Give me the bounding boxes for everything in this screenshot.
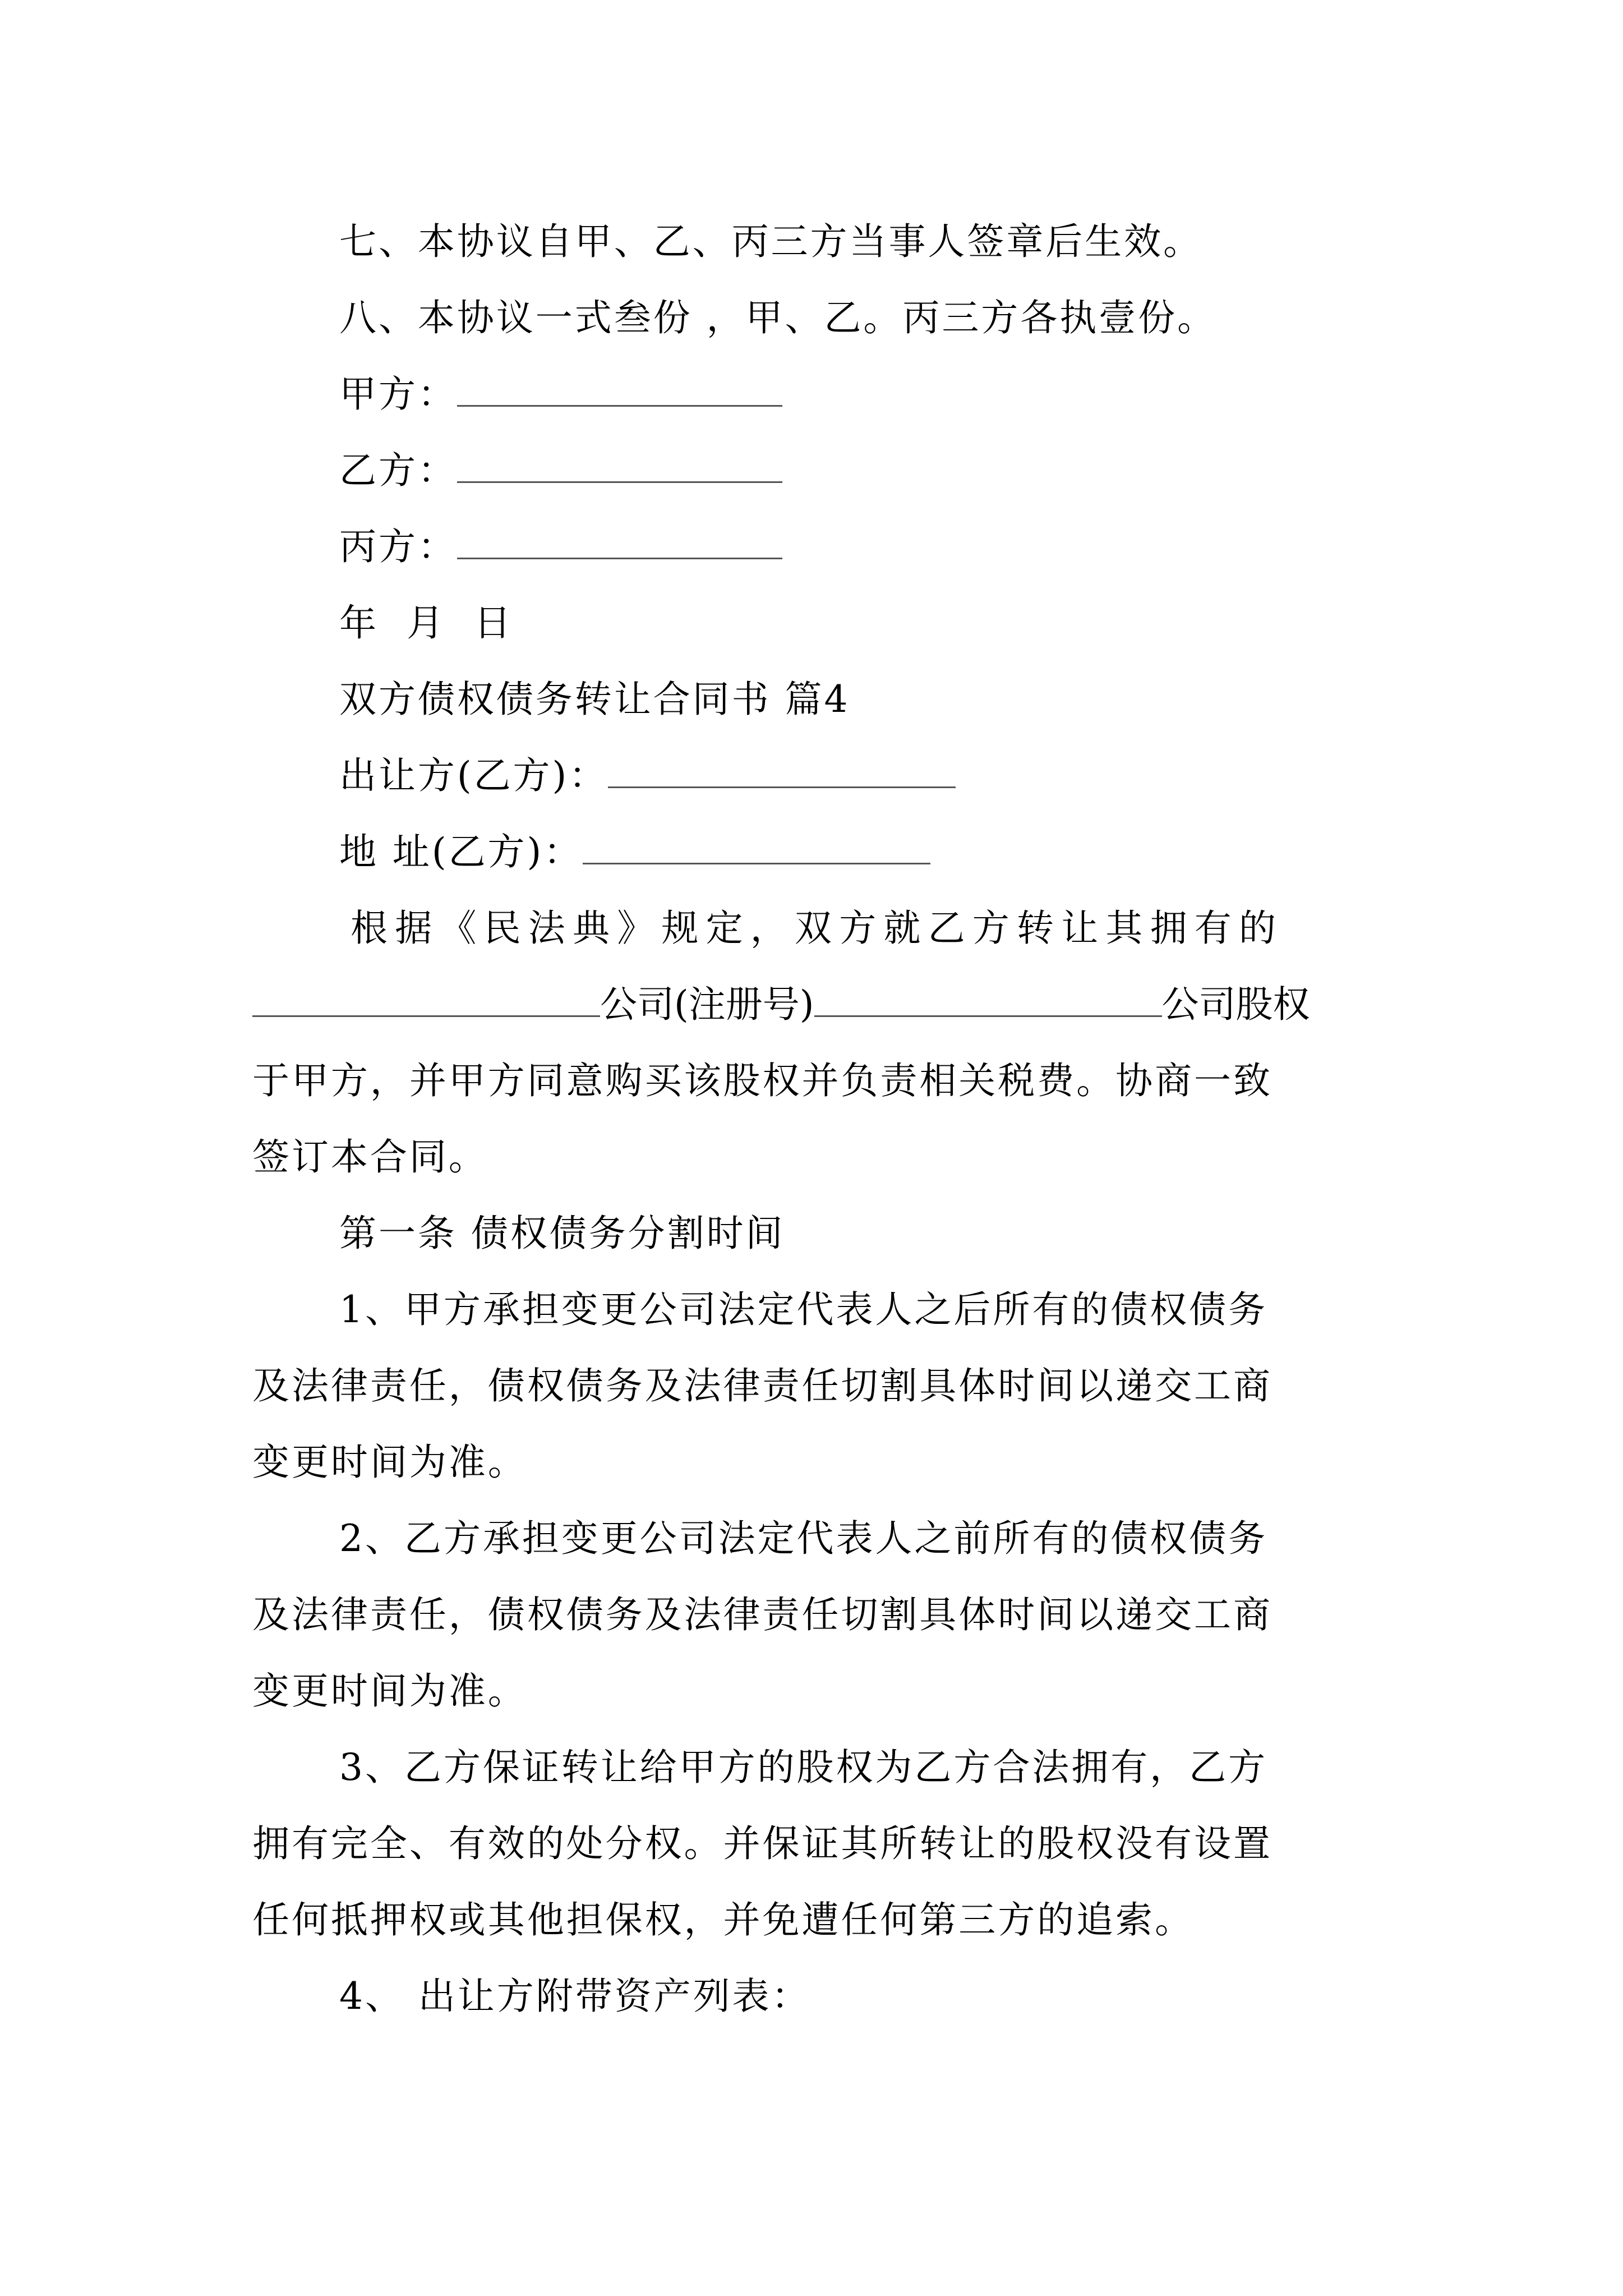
item-4-line-1: 4、 出让方附带资产列表：: [339, 1975, 811, 2018]
paragraph-1-line-1: 根据《民法典》规定，双方就乙方转让其拥有的: [351, 907, 1284, 950]
clause-8: 八、本协议一式叁份 ，甲、乙。丙三方各执壹份。: [339, 296, 1217, 339]
party-c-blank: [457, 557, 782, 559]
signature-party-c: [339, 525, 782, 568]
party-b-blank: [457, 481, 782, 483]
party-c-label: 丙方：: [339, 525, 457, 568]
company-reg-label: 公司(注册号): [600, 983, 814, 1026]
transferor-blank: [608, 786, 956, 788]
item-3-line-3: 任何抵押权或其他担保权，并免遭任何第三方的追索。: [252, 1898, 1195, 1941]
item-3-line-1: 3、乙方保证转让给甲方的股权为乙方合法拥有，乙方: [339, 1746, 1268, 1789]
party-a-blank: [457, 404, 782, 407]
item-2-line-2: 及法律责任，债权债务及法律责任切割具体时间以递交工商: [252, 1593, 1272, 1636]
address-line: [339, 830, 930, 873]
paragraph-1-line-3: 于甲方，并甲方同意购买该股权并负责相关税费。协商一致: [252, 1059, 1272, 1102]
item-2-line-1: 2、乙方承担变更公司法定代表人之前所有的债权债务: [339, 1517, 1268, 1560]
item-1-line-1: 1、甲方承担变更公司法定代表人之后所有的债权债务: [339, 1288, 1268, 1331]
transferor-line: [339, 754, 956, 797]
signature-party-a: [339, 372, 782, 416]
item-1-line-2: 及法律责任，债权债务及法律责任切割具体时间以递交工商: [252, 1364, 1272, 1407]
signature-party-b: [339, 449, 782, 492]
item-2-line-3: 变更时间为准。: [252, 1669, 527, 1713]
address-label: 地 址(乙方)：: [339, 830, 583, 873]
paragraph-1-line-4: 签订本合同。: [252, 1135, 488, 1179]
contract-title: 双方债权债务转让合同书 篇4: [339, 678, 850, 721]
article-1-heading: 第一条 债权债务分割时间: [339, 1212, 785, 1255]
clause-7: 七、本协议自甲、乙、丙三方当事人签章后生效。: [339, 220, 1203, 263]
date-line: 年 月 日: [339, 601, 520, 645]
address-blank: [583, 862, 930, 864]
item-3-line-2: 拥有完全、有效的处分权。并保证其所转让的股权没有设置: [252, 1822, 1272, 1865]
reg-number-blank: [814, 1015, 1162, 1017]
party-b-label: 乙方：: [339, 449, 457, 492]
paragraph-1-line-2: [252, 983, 1310, 1026]
party-a-label: 甲方：: [339, 372, 457, 416]
item-1-line-3: 变更时间为准。: [252, 1441, 527, 1484]
equity-label: 公司股权: [1161, 983, 1310, 1026]
transferor-label: 出让方(乙方)：: [339, 754, 608, 797]
company-name-blank: [252, 1015, 600, 1017]
